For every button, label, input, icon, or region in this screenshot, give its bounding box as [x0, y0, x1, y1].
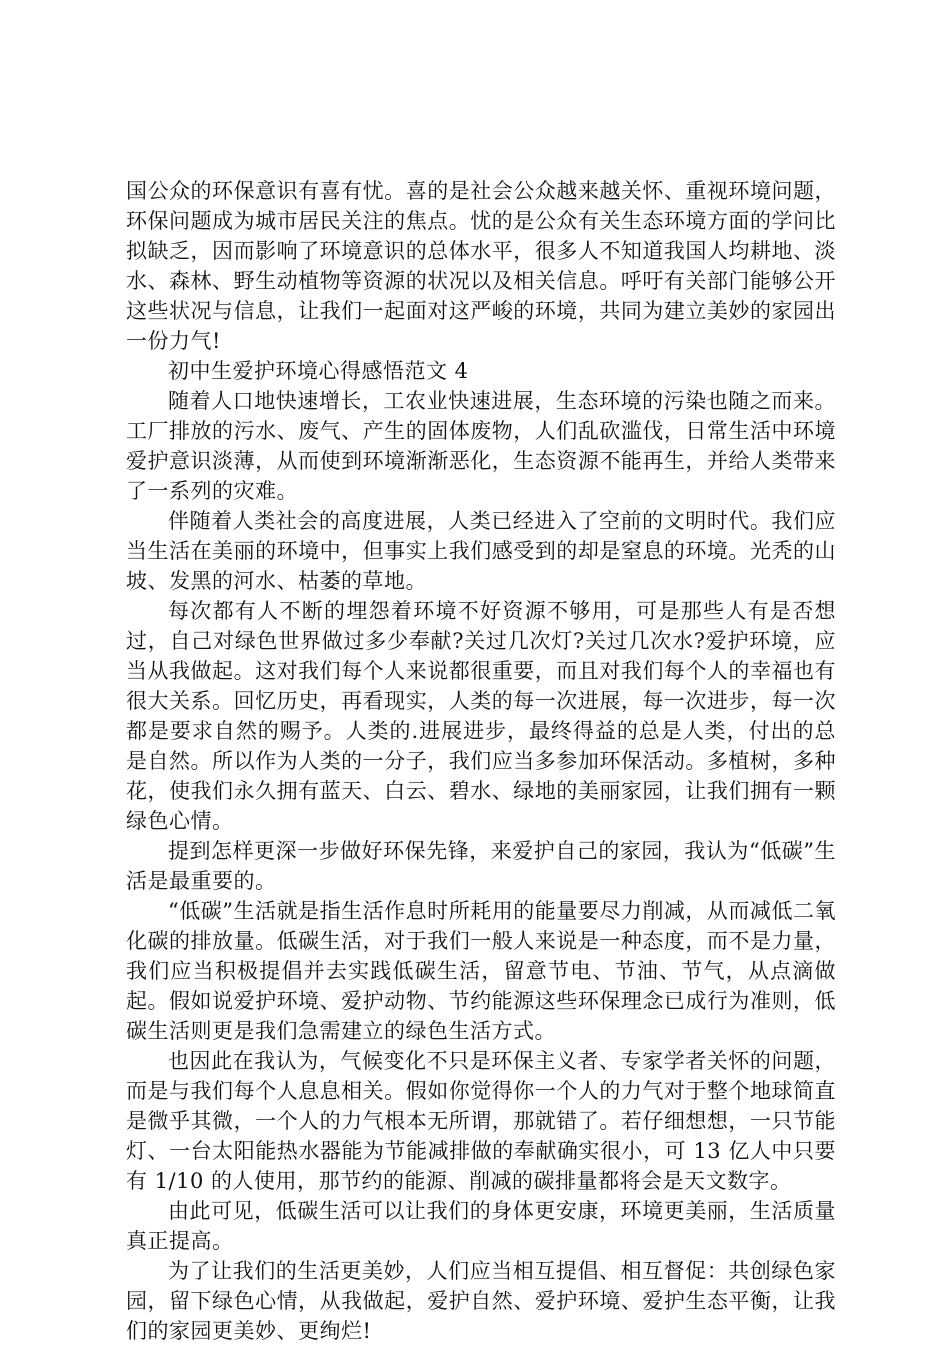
- paragraph-7: 由此可见，低碳生活可以让我们的身体更安康，环境更美丽，生活质量真正提高。: [126, 1199, 836, 1253]
- paragraph-4: 提到怎样更深一步做好环保先锋，来爱护自己的家园，我认为“低碳”生活是最重要的。: [126, 839, 836, 893]
- section-title: 初中生爱护环境心得感悟范文 4: [168, 359, 469, 383]
- paragraph-8: 为了让我们的生活更美妙，人们应当相互提倡、相互督促：共创绿色家园，留下绿色心情，从我做起，爱护自然、爱护环境、爱护生态平衡，让我们的家园更美妙、更绚烂!: [126, 1259, 836, 1343]
- document-body: [126, 176, 836, 1346]
- intro-paragraph: 国公众的环保意识有喜有忧。喜的是社会公众越来越关怀、重视环境问题，环保问题成为城市居民关注的焦点。忧的是公众有关生态环境方面的学问比拟缺乏，因而影响了环境意识的总体水平，很多人不知道我国人均耕地、淡水、森林、野生动植物等资源的状况以及相关信息。呼吁有关部门能够公开这些状况与信息，让我们一起面对这严峻的环境，共同为建立美妙的家园出一份力气!: [126, 179, 836, 353]
- paragraph-2: 伴随着人类社会的高度进展，人类已经进入了空前的文明时代。我们应当生活在美丽的环境中，但事实上我们感受到的却是窒息的环境。光秃的山坡、发黑的河水、枯萎的草地。: [126, 509, 836, 593]
- paragraph-6: 也因此在我认为，气候变化不只是环保主义者、专家学者关怀的问题，而是与我们每个人息息相关。假如你觉得你一个人的力气对于整个地球简直是微乎其微，一个人的力气根本无所谓，那就错了。若仔细想想，一只节能灯、一台太阳能热水器能为节能减排做的奉献确实很小，可 13 亿人中只要有 1/10 的人使用，那节约的能源、削减的碳排量都将会是天文数字。: [126, 1049, 836, 1193]
- paragraph-1: 随着人口地快速增长，工农业快速进展，生态环境的污染也随之而来。工厂排放的污水、废气、产生的固体废物，人们乱砍滥伐，日常生活中环境爱护意识淡薄，从而使到环境渐渐恶化，生态资源不能再生，并给人类带来了一系列的灾难。: [126, 389, 836, 503]
- paragraph-5: “低碳”生活就是指生活作息时所耗用的能量要尽力削减，从而减低二氧化碳的排放量。低碳生活，对于我们一般人来说是一种态度，而不是力量，我们应当积极提倡并去实践低碳生活，留意节电、节油、节气，从点滴做起。假如说爱护环境、爱护动物、节约能源这些环保理念已成行为准则，低碳生活则更是我们急需建立的绿色生活方式。: [126, 899, 836, 1043]
- paragraph-3: 每次都有人不断的埋怨着环境不好资源不够用，可是那些人有是否想过，自己对绿色世界做过多少奉献?关过几次灯?关过几次水?爱护环境，应当从我做起。这对我们每个人来说都很重要，而且对我们每个人的幸福也有很大关系。回忆历史，再看现实，人类的每一次进展，每一次进步，每一次都是要求自然的赐予。人类的.进展进步，最终得益的总是人类，付出的总是自然。所以作为人类的一分子，我们应当多参加环保活动。多植树，多种花，使我们永久拥有蓝天、白云、碧水、绿地的美丽家园，让我们拥有一颗绿色心情。: [126, 599, 836, 833]
